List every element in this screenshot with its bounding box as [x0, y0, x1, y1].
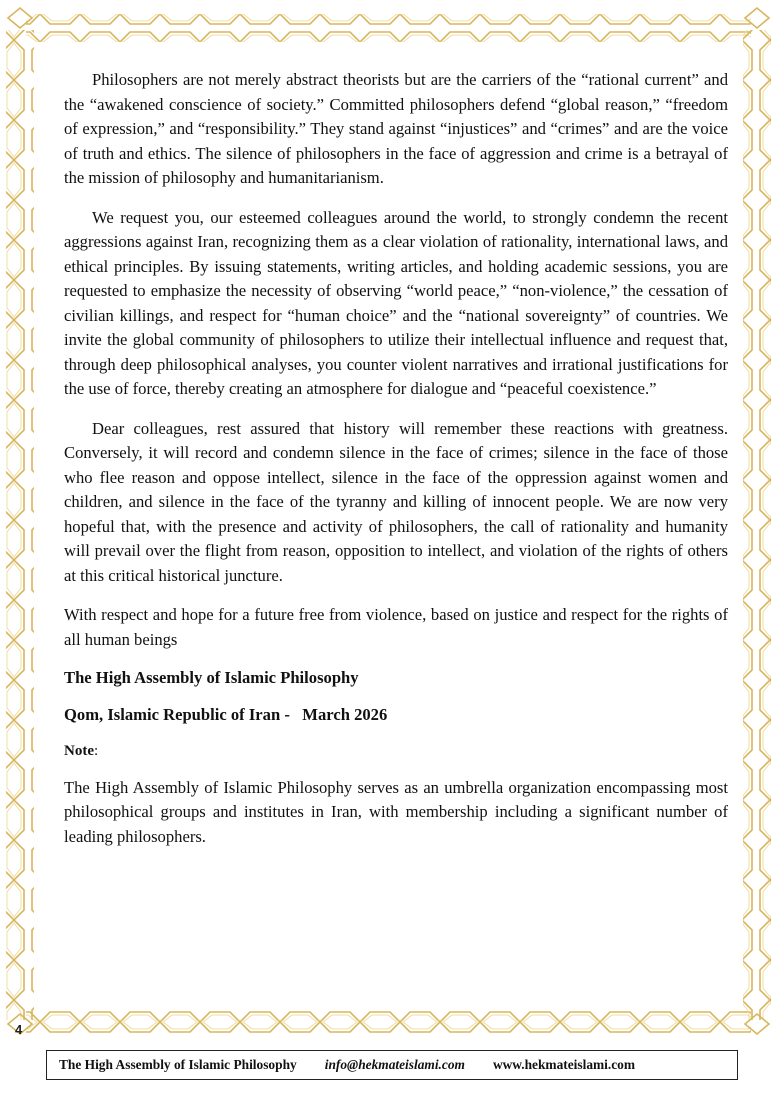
paragraph-3: Dear colleagues, rest assured that history will remember these reactions with greatness. Conversely, it will record and condemn silence in the face of crimes; silence in the face of those who flee reason and oppose intellect, silence in the face of the oppression against women and children, and silence in the face of the tyranny and killing of innocent people. We are now very hopeful that, with the presence and activity of philosophers, the call of rationality and humanity will prevail over the flight from reason, opposition to intellect, and violation of the rights of others at this critical historical juncture. [64, 418, 728, 585]
signature-location-date: Qom, Islamic Republic of Iran - March 2026 [64, 704, 388, 724]
note-label: Note [64, 743, 94, 759]
signature-organization: The High Assembly of Islamic Philosophy [64, 668, 359, 687]
note-text: The High Assembly of Islamic Philosophy serves as an umbrella organization encompassing most philosophical groups and institutes in Iran, with membership including a significant number of leading philosophers. [64, 777, 728, 846]
note-colon: : [94, 743, 99, 759]
footer-email-link[interactable]: info@hekmateislami.com [324, 1057, 465, 1072]
footer-bar [46, 1050, 738, 1080]
note-heading [64, 739, 728, 764]
paragraph-2: We request you, our esteemed colleagues around the world, to strongly condemn the recent aggressions against Iran, recognizing them as a clear violation of rationality, international laws, and ethical principles. By issuing statements, writing articles, and holding academic sessions, you are requested to emphasize the necessity of observing “world peace,” “non-violence,” the cessation of civilian killings, and respect for “human choice” and the “national sovereignty” of countries. We invite the global community of philosophers to utilize their intellectual influence and request that, through deep philosophical analyses, you counter violent narratives and irrational justifications for the use of force, thereby creating an atmosphere for dialogue and “peaceful coexistence.” [64, 207, 728, 398]
paragraph-1: Philosophers are not merely abstract theorists but are the carriers of the “rational current” and the “awakened conscience of society.” Committed philosophers defend “global reason,” “freedom of expression,” and “responsibility.” They stand against “injustices” and “crimes” and are the voice of truth and ethics. The silence of philosophers in the face of aggression and crime is a betrayal of the mission of philosophy and humanitarianism. [64, 70, 728, 187]
letter-body [64, 68, 728, 849]
page-number: 4 [15, 1022, 23, 1037]
footer-organization: The High Assembly of Islamic Philosophy [59, 1057, 297, 1072]
footer-website-link[interactable]: www.hekmateislami.com [492, 1057, 636, 1072]
closing-paragraph: With respect and hope for a future free from violence, based on justice and respect for the rights of all human beings [64, 605, 728, 649]
